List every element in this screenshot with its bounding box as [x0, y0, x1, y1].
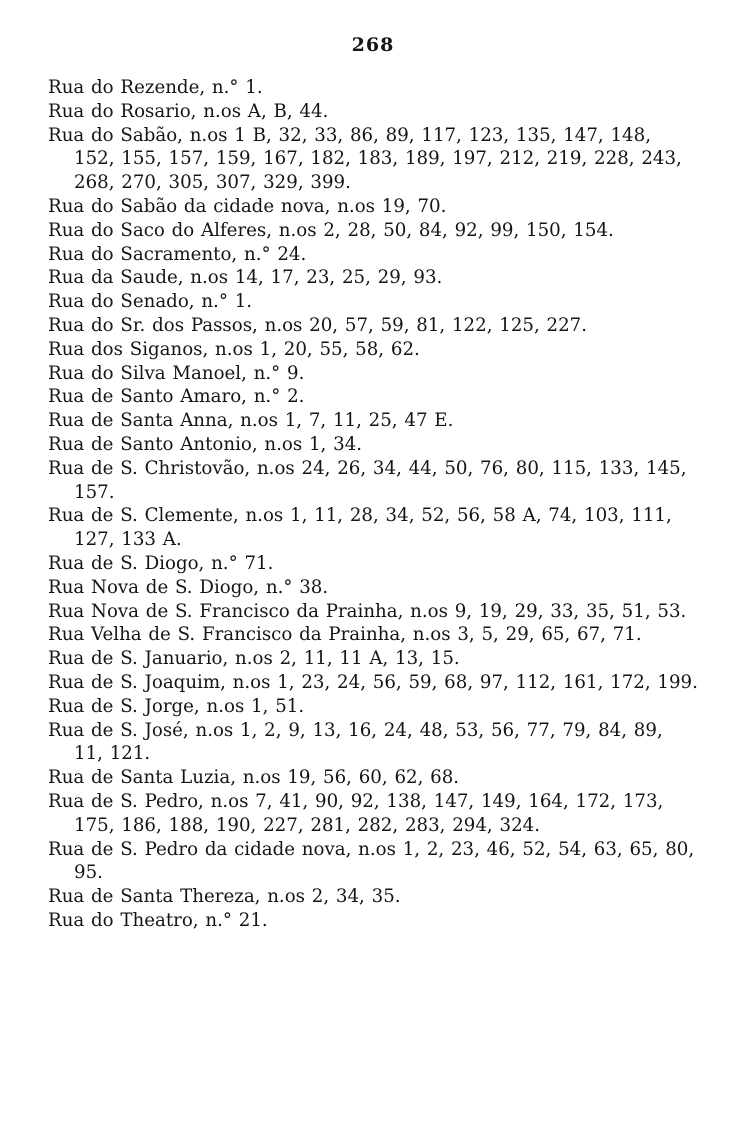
street-entry: Rua do Rezende, n.° 1.: [48, 77, 263, 98]
street-entry: Rua do Rosario, n.os A, B, 44.: [48, 100, 329, 122]
street-entry: Rua de S. Joaquim, n.os 1, 23, 24, 56, 59, 68, 97, 112, 161, 172, 199.: [48, 671, 698, 693]
street-entry: Rua do Sabão, n.os 1 B, 32, 33, 86, 89, 117, 123, 135, 147, 148, 152, 155, 157, 159, 167, 182, 183, 189, 197, 212, 219, 228, 243, 268, 270, 305, 307, 329, 399.: [48, 124, 682, 194]
street-entry: Rua de S. Clemente, n.os 1, 11, 28, 34, 52, 56, 58 A, 74, 103, 111, 127, 133 A.: [48, 505, 672, 551]
street-entry: Rua de Santo Amaro, n.° 2.: [48, 386, 305, 408]
street-entry: Rua dos Siganos, n.os 1, 20, 55, 58, 62.: [48, 338, 420, 360]
street-entry: Rua de S. Pedro da cidade nova, n.os 1, 2, 23, 46, 52, 54, 63, 65, 80, 95.: [48, 838, 695, 884]
street-entry: Rua Nova de S. Francisco da Prainha, n.os 9, 19, 29, 33, 35, 51, 53.: [48, 600, 687, 622]
street-entry: Rua de Santa Thereza, n.os 2, 34, 35.: [48, 886, 401, 908]
street-entry: Rua do Sacramento, n.° 24.: [48, 243, 307, 265]
street-entry: Rua de Santo Antonio, n.os 1, 34.: [48, 433, 363, 455]
page-number: 268: [351, 34, 395, 56]
street-entry: Rua de S. Pedro, n.os 7, 41, 90, 92, 138, 147, 149, 164, 172, 173, 175, 186, 188, 190, 227, 281, 282, 283, 294, 324.: [48, 790, 664, 836]
street-entry: Rua do Theatro, n.° 21.: [48, 909, 268, 931]
street-entry: Rua de S. Januario, n.os 2, 11, 11 A, 13, 15.: [48, 648, 460, 670]
street-entry: Rua de S. Diogo, n.° 71.: [48, 552, 274, 574]
street-entry: Rua de Santa Luzia, n.os 19, 56, 60, 62, 68.: [48, 767, 460, 789]
street-entry: Rua de S. José, n.os 1, 2, 9, 13, 16, 24, 48, 53, 56, 77, 79, 84, 89, 11, 121.: [48, 719, 663, 765]
street-entry: Rua do Senado, n.° 1.: [48, 291, 253, 313]
street-entry: Rua do Silva Manoel, n.° 9.: [48, 362, 305, 384]
street-entry: Rua do Sabão da cidade nova, n.os 19, 70.: [48, 195, 447, 217]
street-entry: Rua Velha de S. Francisco da Prainha, n.os 3, 5, 29, 65, 67, 71.: [48, 624, 642, 646]
street-entry: Rua da Saude, n.os 14, 17, 23, 25, 29, 93.: [48, 267, 443, 289]
street-index-list: [48, 76, 698, 933]
street-entry: Rua Nova de S. Diogo, n.° 38.: [48, 576, 329, 598]
street-entry: Rua do Sr. dos Passos, n.os 20, 57, 59, 81, 122, 125, 227.: [48, 314, 588, 336]
street-entry: Rua do Saco do Alferes, n.os 2, 28, 50, 84, 92, 99, 150, 154.: [48, 219, 614, 241]
street-entry: Rua de Santa Anna, n.os 1, 7, 11, 25, 47 E.: [48, 410, 454, 432]
street-entry: Rua de S. Christovão, n.os 24, 26, 34, 44, 50, 76, 80, 115, 133, 145, 157.: [48, 457, 687, 503]
street-entry: Rua de S. Jorge, n.os 1, 51.: [48, 695, 305, 717]
